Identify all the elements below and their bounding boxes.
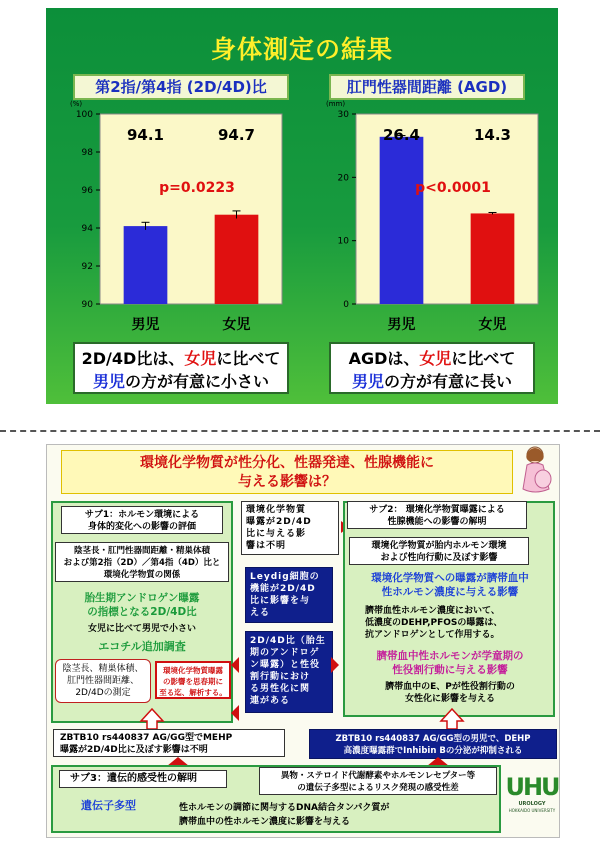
sub3-label: 遺伝子多型 (81, 799, 136, 812)
center-line: 響は不明 (246, 541, 287, 551)
data-label: 26.4 (382, 126, 421, 144)
sub1-measure-line: 2D/4Dの測定 (75, 688, 131, 698)
center-line: ン曝露）と性役 (250, 660, 321, 670)
center-line: 連がある (250, 696, 291, 706)
sub1-result: 女児に比べて男児で小さい (87, 624, 196, 634)
chart-2d4d (46, 94, 302, 342)
slide-title: 身体測定の結果 (210, 35, 393, 64)
sub2-magenta-line: 性役割行動に与える影響 (392, 664, 508, 676)
arrow-right-icon (331, 657, 339, 673)
y-tick-label: 30 (337, 110, 349, 120)
panel-agd-title: 肛門性器間距離 (AGD) (329, 74, 525, 100)
sub1-title-line: サブ1：ホルモン環境による (84, 510, 200, 520)
logo-text: HOKKAIDO UNIVERSITY (508, 808, 556, 813)
sub2-box-line: 環境化学物質が胎内ホルモン環境 (371, 541, 507, 551)
p-value-annotation: p=0.0223 (159, 180, 235, 196)
zbtb-line: ZBTB10 rs440837 AG/GG型でMEHP (60, 733, 233, 743)
zbtb-line: ZBTB10 rs440837 AG/GG型の男児で、DEHP (335, 734, 531, 744)
sub1-echo-survey: エコチル追加調査 (98, 640, 186, 653)
sub2-behavior-heading (345, 649, 555, 677)
sub3-box-line: の遺伝子多型によるリスク発現の感受性差 (297, 783, 459, 793)
logo-letters: UHU (505, 773, 559, 801)
sub2-box (349, 537, 529, 565)
center-line: 機能が2D/4D (250, 584, 316, 594)
chart-agd (302, 94, 558, 342)
conclusion-boys: 男児 (92, 372, 125, 391)
sub3-box (259, 767, 497, 795)
center-line: 期のアンドロゲ (250, 648, 320, 658)
page-divider (0, 430, 600, 432)
sub1-box-line: 陰茎長・肛門性器間距離・精巣体積 (73, 546, 210, 556)
bar (215, 215, 259, 304)
y-tick-label: 96 (81, 186, 93, 196)
connector-arrows (223, 515, 353, 725)
center-line: 割行動におけ (250, 672, 311, 682)
y-tick-label: 92 (81, 262, 93, 272)
banner-line: 環境化学物質が性分化、性器発達、性腺機能に (140, 455, 434, 471)
sub1-analysis-box (155, 661, 231, 699)
center-line: る男性化に関 (250, 684, 311, 694)
data-label: 94.1 (126, 126, 165, 144)
sub2-magenta-line: 臍帯血中性ホルモンが学童期の (376, 650, 524, 662)
sub1-red-line: 至る迄、解析する。 (159, 688, 227, 697)
y-axis-unit: (mm) (326, 100, 346, 108)
conclusion-boys: 男児 (351, 372, 384, 391)
sub3-text-line: 性ホルモンの調節に関与するDNA結合タンパク質が (179, 803, 390, 813)
center-line: 曝露が2D/4D (246, 517, 312, 527)
sub2-exposure-heading (345, 571, 555, 599)
p-value-annotation: p<0.0001 (415, 180, 491, 196)
results-slide (46, 8, 558, 404)
sub2-title-line: サブ2： 環境化学物質曝露による (369, 505, 505, 515)
y-tick-label: 100 (75, 110, 93, 120)
x-tick-label: 女児 (478, 317, 507, 333)
y-tick-label: 10 (337, 236, 349, 247)
conclusion-text: 2D/4D比は、 (81, 349, 185, 368)
sub2-title (347, 501, 527, 529)
sub1-2d4d-index (55, 591, 229, 619)
sub2-text-line: 抗アンドロゲンとして作用する。 (365, 630, 500, 640)
y-axis-unit: (%) (70, 100, 83, 108)
conclusion-text: の方が有意に小さい (125, 372, 270, 391)
conclusion-text: AGDは、 (348, 349, 420, 368)
center-line: Leydig細胞の (250, 572, 320, 582)
x-tick-label: 男児 (387, 317, 416, 333)
sub2-finding (365, 605, 551, 641)
y-tick-label: 0 (343, 300, 349, 310)
arrow-left-icon (231, 705, 239, 721)
sub1-green-line: 胎生期アンドロゲン曝露 (84, 592, 200, 604)
conclusion-girls: 女児 (184, 349, 217, 368)
urology-logo (505, 773, 559, 833)
center-line: 環境化学物質 (246, 505, 307, 515)
data-label: 14.3 (473, 126, 512, 144)
sub1-green-line: の指標となる2D/4D比 (87, 606, 197, 618)
sub3-finding (179, 801, 479, 829)
conclusion-girls: 女児 (419, 349, 452, 368)
sub2-green-line: 環境化学物質への曝露が臍帯血中 (371, 572, 529, 584)
zbtb-line: 曝露が2D/4D比に及ぼす影響は不明 (60, 745, 208, 755)
conclusion-text: に比べて (451, 349, 516, 368)
bar (471, 213, 515, 304)
conclusion-agd (329, 342, 535, 394)
sub1-measure-box (55, 659, 151, 703)
sub2-green-line: 性ホルモン濃度に与える影響 (381, 586, 519, 598)
center-line: える (250, 608, 271, 618)
pregnant-woman-illustration (513, 445, 559, 497)
arrow-left-icon (231, 657, 239, 673)
sub2-behavior-finding (345, 681, 555, 705)
x-tick-label: 男児 (131, 317, 160, 333)
bar (380, 137, 424, 304)
research-overview-slide (46, 444, 560, 838)
sub1-box-line: 環境化学物質の関係 (103, 570, 181, 580)
conclusion-2d4d (73, 342, 289, 394)
center-line: 比に影響を与 (250, 596, 311, 606)
sub1-measure-line: 陰茎長、精巣体積、 (62, 664, 144, 674)
sub2-text-line: 女性化に影響を与える (404, 694, 495, 704)
sub1-red-line: 環境化学物質曝露 (163, 666, 223, 675)
center-line: 比に与える影 (246, 529, 307, 539)
sub3-box-line: 異物・ステロイド代謝酵素やホルモンレセプター等 (280, 771, 476, 781)
sub1-red-line: の影響を思春期に (163, 677, 223, 686)
y-tick-label: 94 (81, 224, 93, 234)
conclusion-text: に比べて (216, 349, 281, 368)
main-question-banner (61, 450, 513, 494)
sub2-text-line: 臍帯血中のE、Pが性役割行動の (385, 682, 515, 692)
arrow-up-icon (437, 707, 467, 729)
zbtb-right-box (309, 729, 557, 759)
sub3-title: サブ3：遺伝的感受性の解明 (59, 770, 227, 788)
arrow-up-icon (137, 707, 167, 729)
panel-2d4d-title: 第2指/第4指 (2D/4D)比 (73, 74, 289, 100)
zbtb-line: 高濃度曝露群でInhibin Bの分泌が抑制される (343, 746, 523, 756)
y-tick-label: 90 (81, 300, 93, 310)
data-label: 94.7 (217, 126, 256, 144)
banner-line: 与える影響は？ (238, 474, 336, 490)
y-tick-label: 20 (337, 173, 349, 184)
conclusion-text: の方が有意に長い (384, 372, 513, 391)
x-tick-label: 女児 (222, 317, 251, 333)
sub2-text-line: 臍帯血性ホルモン濃度において、 (365, 606, 500, 616)
zbtb-left-box (53, 729, 285, 757)
logo-text: UROLOGY (518, 801, 546, 807)
sub1-measurement-box (55, 542, 229, 582)
y-tick-label: 98 (81, 148, 93, 158)
sub1-title (61, 506, 223, 534)
bar (124, 226, 168, 304)
sub1-title-line: 身体的変化への影響の評価 (87, 522, 196, 532)
sub2-title-line: 性腺機能への影響の解明 (387, 517, 487, 527)
sub2-text-line: 低濃度のDEHP,PFOSの曝露は、 (365, 618, 503, 628)
sub1-measure-line: 肛門性器間距離、 (66, 676, 139, 686)
center-line: 2D/4D比（胎生 (250, 636, 326, 646)
sub1-box-line: および第2指（2D）／第4指（4D）比と (63, 558, 221, 568)
sub3-text-line: 臍帯血中の性ホルモン濃度に影響を与える (179, 817, 351, 827)
sub2-box-line: および性向行動に及ぼす影響 (380, 553, 498, 563)
